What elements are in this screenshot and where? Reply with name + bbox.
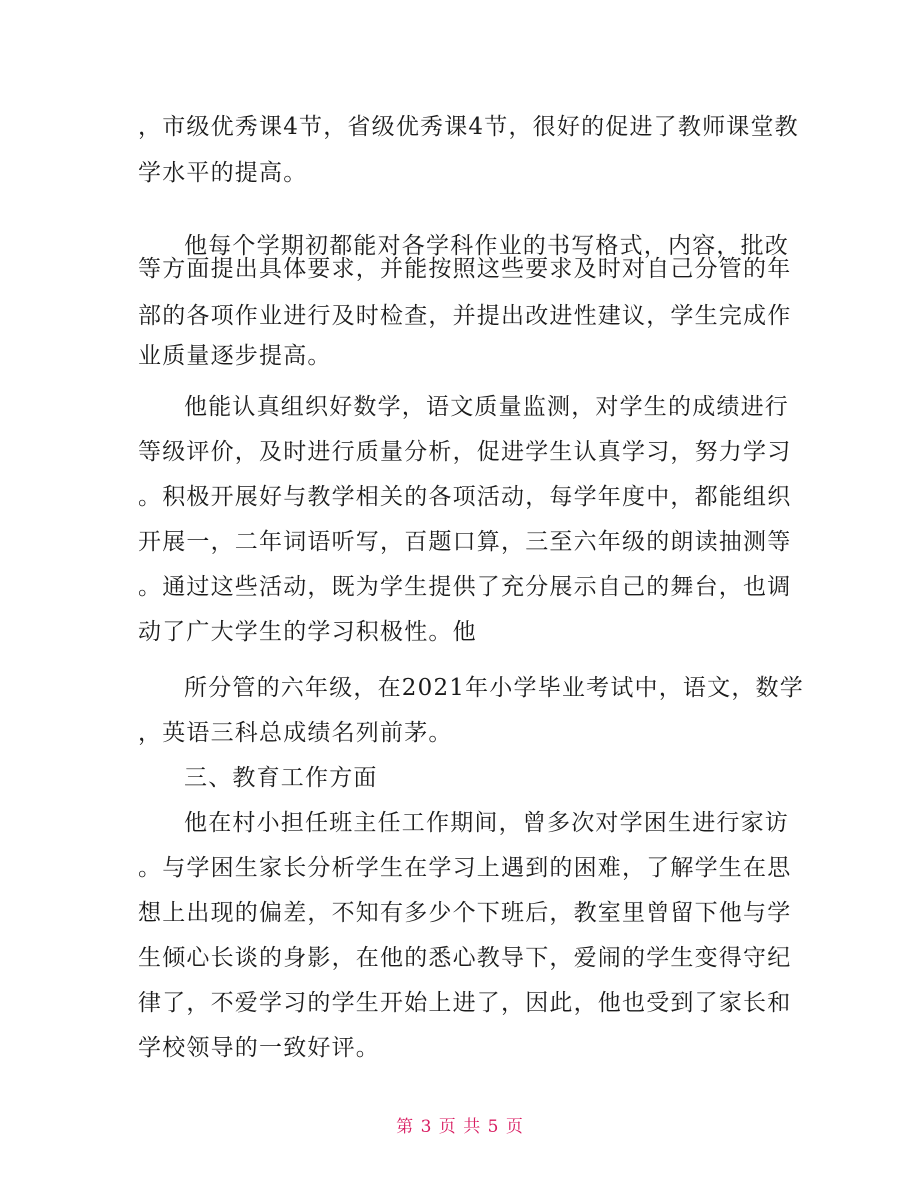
text-line: 。与学困生家长分析学生在学习上遇到的困难，了解学生在思 [138,855,792,881]
text-line: ，市级优秀课4节，省级优秀课4节，很好的促进了教师课堂教 [138,114,799,140]
page-number-footer: 第 3 页 共 5 页 [396,1117,524,1137]
text-line: ，英语三科总成绩名列前茅。 [138,720,453,746]
text-line: 生倾心长谈的身影，在他的悉心教导下，爱闹的学生变得守纪 [138,945,792,971]
text-line: 等级评价，及时进行质量分析，促进学生认真学习，努力学习 [138,439,792,465]
text-line: 想上出现的偏差，不知有多少个下班后，教室里曾留下他与学 [138,900,792,926]
text-line: 开展一，二年词语听写，百题口算，三至六年级的朗读抽测等 [138,529,792,555]
paragraph-start-line: 他能认真组织好数学，语文质量监测，对学生的成绩进行 [184,394,789,420]
text-line: 部的各项作业进行及时检查，并提出改进性建议，学生完成作 [138,303,792,329]
text-line: 学校领导的一致好评。 [138,1035,380,1061]
text-line: 。积极开展好与教学相关的各项活动，每学年度中，都能组织 [138,484,792,510]
text-line: 动了广大学生的学习积极性。他 [138,619,477,645]
text-line: 律了，不爱学习的学生开始上进了，因此，他也受到了家长和 [138,990,792,1016]
paragraph-start-line: 他每个学期初都能对各学科作业的书写格式，内容，批改 [184,233,789,259]
paragraph-start-line: 所分管的六年级，在2021年小学毕业考试中，语文，数学 [184,675,804,701]
section-heading: 三、教育工作方面 [184,765,378,791]
text-line: 业质量逐步提高。 [138,343,332,369]
text-line: 等方面提出具体要求，并能按照这些要求及时对自己分管的年 [138,256,792,282]
text-line: 学水平的提高。 [138,160,308,186]
paragraph-start-line: 他在村小担任班主任工作期间，曾多次对学困生进行家访 [184,810,789,836]
text-line: 。通过这些活动，既为学生提供了充分展示自己的舞台，也调 [138,574,792,600]
